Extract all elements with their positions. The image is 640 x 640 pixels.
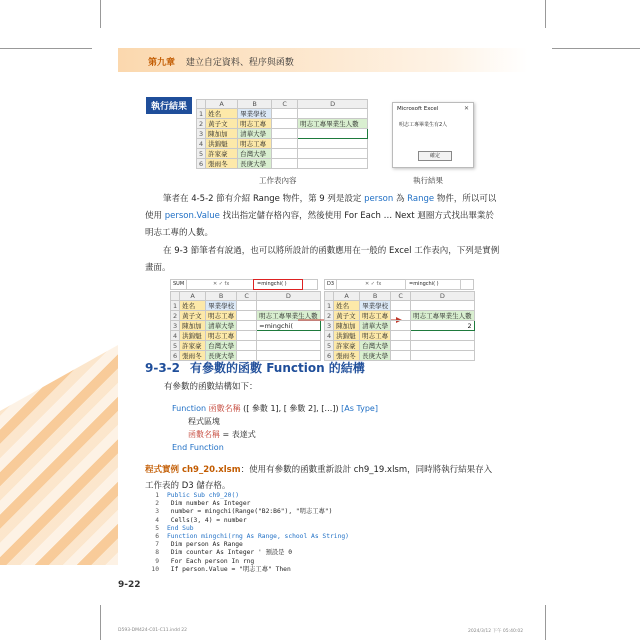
fx-icon: ✕ ✓ fx bbox=[213, 281, 230, 287]
crop-mark bbox=[545, 0, 546, 28]
chapter-title: 建立自定資料、程序與函數 bbox=[185, 58, 294, 68]
section-number: 9-3-2 bbox=[145, 361, 181, 375]
dialog-title: Microsoft Excel bbox=[397, 106, 439, 112]
table-row: 2 黃子文 明志工專 明志工專畢業生人數 bbox=[171, 311, 321, 321]
crop-mark bbox=[552, 48, 640, 49]
table-row: 2 黃子文 明志工專 明志工專畢業生人數 bbox=[197, 119, 368, 129]
code-line: 1 Public Sub ch9_20() bbox=[155, 492, 240, 499]
dialog-message: 明志工專畢業生有2人 bbox=[399, 122, 448, 128]
code-line: 4 Cells(3, 4) = number bbox=[155, 516, 247, 524]
table-row: 3 陳加加 清華大學 bbox=[197, 129, 368, 139]
code-line: 5 End Sub bbox=[155, 524, 194, 532]
cell[interactable] bbox=[298, 139, 368, 149]
caption-worksheet: 工作表內容 bbox=[259, 176, 297, 185]
section-heading: 有參數的函數 Function 的結構 bbox=[190, 361, 365, 375]
crop-mark bbox=[100, 0, 101, 28]
crop-mark bbox=[100, 605, 101, 640]
code-line: 7 Dim person As Range bbox=[155, 541, 243, 549]
code-line: 2 Dim number As Integer bbox=[155, 500, 251, 508]
cell[interactable]: 許家豪 bbox=[206, 149, 238, 159]
formula-input[interactable]: =mingchi( ) bbox=[405, 279, 461, 290]
col-header: A bbox=[206, 100, 238, 109]
table-row: 5 許家豪 台灣大學 bbox=[325, 341, 475, 351]
cell[interactable] bbox=[272, 129, 298, 139]
code-line: 8 Dim counter As Integer ' 預設是 0 bbox=[155, 549, 293, 557]
formula-bar bbox=[170, 279, 318, 290]
cell[interactable]: 明志工專 bbox=[238, 119, 272, 129]
result-cell[interactable]: 2 bbox=[411, 321, 475, 331]
table-row: 6 張雨冬 長庚大學 bbox=[197, 159, 368, 169]
name-box[interactable]: D3 bbox=[325, 280, 337, 289]
cell[interactable]: 清華大學 bbox=[238, 129, 272, 139]
table-row: 2 黃子文 明志工專 明志工專畢業生人數 bbox=[325, 311, 475, 321]
cell[interactable]: 畢業學校 bbox=[238, 109, 272, 119]
table-row: 3 陳加加 清華大學 =mingchi( bbox=[171, 321, 321, 331]
code-line: 3 number = mingchi(Range("B2:B6"), "明志工專") bbox=[155, 508, 333, 516]
chapter-number: 第九章 bbox=[148, 58, 176, 68]
table-row: 5 許家豪 台灣大學 bbox=[171, 341, 321, 351]
formula-bar bbox=[324, 279, 474, 290]
decorative-stripe bbox=[0, 345, 118, 565]
table-row: 4 洪錦魁 明志工專 bbox=[197, 139, 368, 149]
worksheet-table bbox=[196, 99, 368, 169]
formula-input[interactable]: =mingchi( ) bbox=[253, 279, 303, 290]
chapter-header bbox=[148, 55, 294, 68]
cell[interactable] bbox=[298, 109, 368, 119]
cell[interactable] bbox=[298, 159, 368, 169]
cell[interactable] bbox=[298, 149, 368, 159]
cell[interactable]: 明志工專 bbox=[238, 139, 272, 149]
cell[interactable]: 黃子文 bbox=[206, 119, 238, 129]
close-icon[interactable]: ✕ bbox=[463, 105, 469, 112]
selected-cell[interactable] bbox=[298, 129, 368, 139]
table-row: 4 洪錦魁 明志工專 bbox=[325, 331, 475, 341]
message-box-dialog bbox=[392, 102, 474, 168]
table-row: 3 陳加加 清華大學 2 bbox=[325, 321, 475, 331]
col-header: B bbox=[238, 100, 272, 109]
paragraph: 筆者在 4-5-2 節有介紹 Range 物件，第 9 列是設定 person 為 Range 物件，所以可以使用 person.Value 找出指定儲存格內容，然後使用 For Each … Next 迴圈方式找出畢業於明志工專的人數。 bbox=[145, 194, 497, 238]
page-number: 9-22 bbox=[118, 580, 141, 590]
table-row: 6 張雨冬 長庚大學 bbox=[325, 351, 475, 361]
syntax-block: Function 函數名稱 ([ 參數 1], [ 參數 2], […]) [As Type] 程式區塊 函數名稱 = 表達式 End Function bbox=[172, 404, 378, 452]
worksheet-table: A B C D 1 姓名 畢業學校 2 黃子文 明志工專 明志工專畢業生人數 3 陳加加 清華大學 =mingchi( 4 洪錦魁 明志工專 5 許家豪 台灣大學 6 張雨冬 長庚大學 bbox=[170, 291, 321, 361]
code-line: 9 For Each person In rng bbox=[155, 557, 255, 565]
paragraph: 在 9-3 節筆者有說過，也可以將所設計的函數應用在一般的 Excel 工作表內，下列是實例畫面。 bbox=[145, 246, 500, 273]
table-row: 1 姓名 畢業學校 bbox=[171, 301, 321, 311]
result-badge: 執行結果 bbox=[146, 97, 192, 114]
corner-cell bbox=[197, 100, 206, 109]
cell[interactable]: 長庚大學 bbox=[238, 159, 272, 169]
code-listing bbox=[145, 492, 349, 574]
col-header: C bbox=[272, 100, 298, 109]
code-line: 10 If person.Value = "明志工專" Then bbox=[151, 565, 291, 573]
ok-button[interactable]: 確定 bbox=[418, 151, 452, 161]
table-row: 1 姓名 畢業學校 bbox=[325, 301, 475, 311]
cell[interactable]: 明志工專畢業生人數 bbox=[298, 119, 368, 129]
footer-file: D593-DM424-C01-C11.indd 22 bbox=[118, 628, 188, 633]
cell[interactable]: 台灣大學 bbox=[238, 149, 272, 159]
cell[interactable]: 姓名 bbox=[206, 109, 238, 119]
intro-text: 有參數的函數結構如下： bbox=[164, 382, 258, 392]
caption-result: 執行結果 bbox=[413, 176, 443, 185]
table-row: 4 洪錦魁 明志工專 bbox=[171, 331, 321, 341]
fx-icon: ✕ ✓ fx bbox=[365, 281, 382, 287]
cell[interactable]: 張雨冬 bbox=[206, 159, 238, 169]
footer-timestamp: 2024/3/12 下午 05:40:02 bbox=[468, 629, 524, 634]
name-box[interactable]: SUM bbox=[171, 280, 187, 289]
crop-mark bbox=[0, 48, 92, 49]
table-row: 5 許家豪 台灣大學 bbox=[197, 149, 368, 159]
editing-cell[interactable]: =mingchi( bbox=[257, 321, 321, 331]
cell[interactable]: 陳加加 bbox=[206, 129, 238, 139]
crop-mark bbox=[545, 605, 546, 640]
code-line: 6 Function mingchi(rng As Range, school As String) bbox=[155, 533, 349, 541]
worksheet-table: A B C D 1 姓名 畢業學校 2 黃子文 明志工專 明志工專畢業生人數 3 陳加加 清華大學 2 4 洪錦魁 明志工專 5 許家豪 台灣大學 6 張雨冬 長庚大學 bbox=[324, 291, 475, 361]
section-title bbox=[145, 359, 365, 376]
cell[interactable] bbox=[272, 159, 298, 169]
table-row: 1 姓名 畢業學校 bbox=[197, 109, 368, 119]
col-header: D bbox=[298, 100, 368, 109]
cell[interactable]: 洪錦魁 bbox=[206, 139, 238, 149]
example-title: 程式實例 ch9_20.xlsm：使用有參數的函數重新設計 ch9_19.xlsm，同時將執行結果存入工作表的 D3 儲存格。 bbox=[145, 465, 493, 491]
table-row: 6 張雨冬 長庚大學 bbox=[171, 351, 321, 361]
cell[interactable] bbox=[272, 139, 298, 149]
cell[interactable] bbox=[272, 149, 298, 159]
cell[interactable] bbox=[272, 119, 298, 129]
cell[interactable] bbox=[272, 109, 298, 119]
